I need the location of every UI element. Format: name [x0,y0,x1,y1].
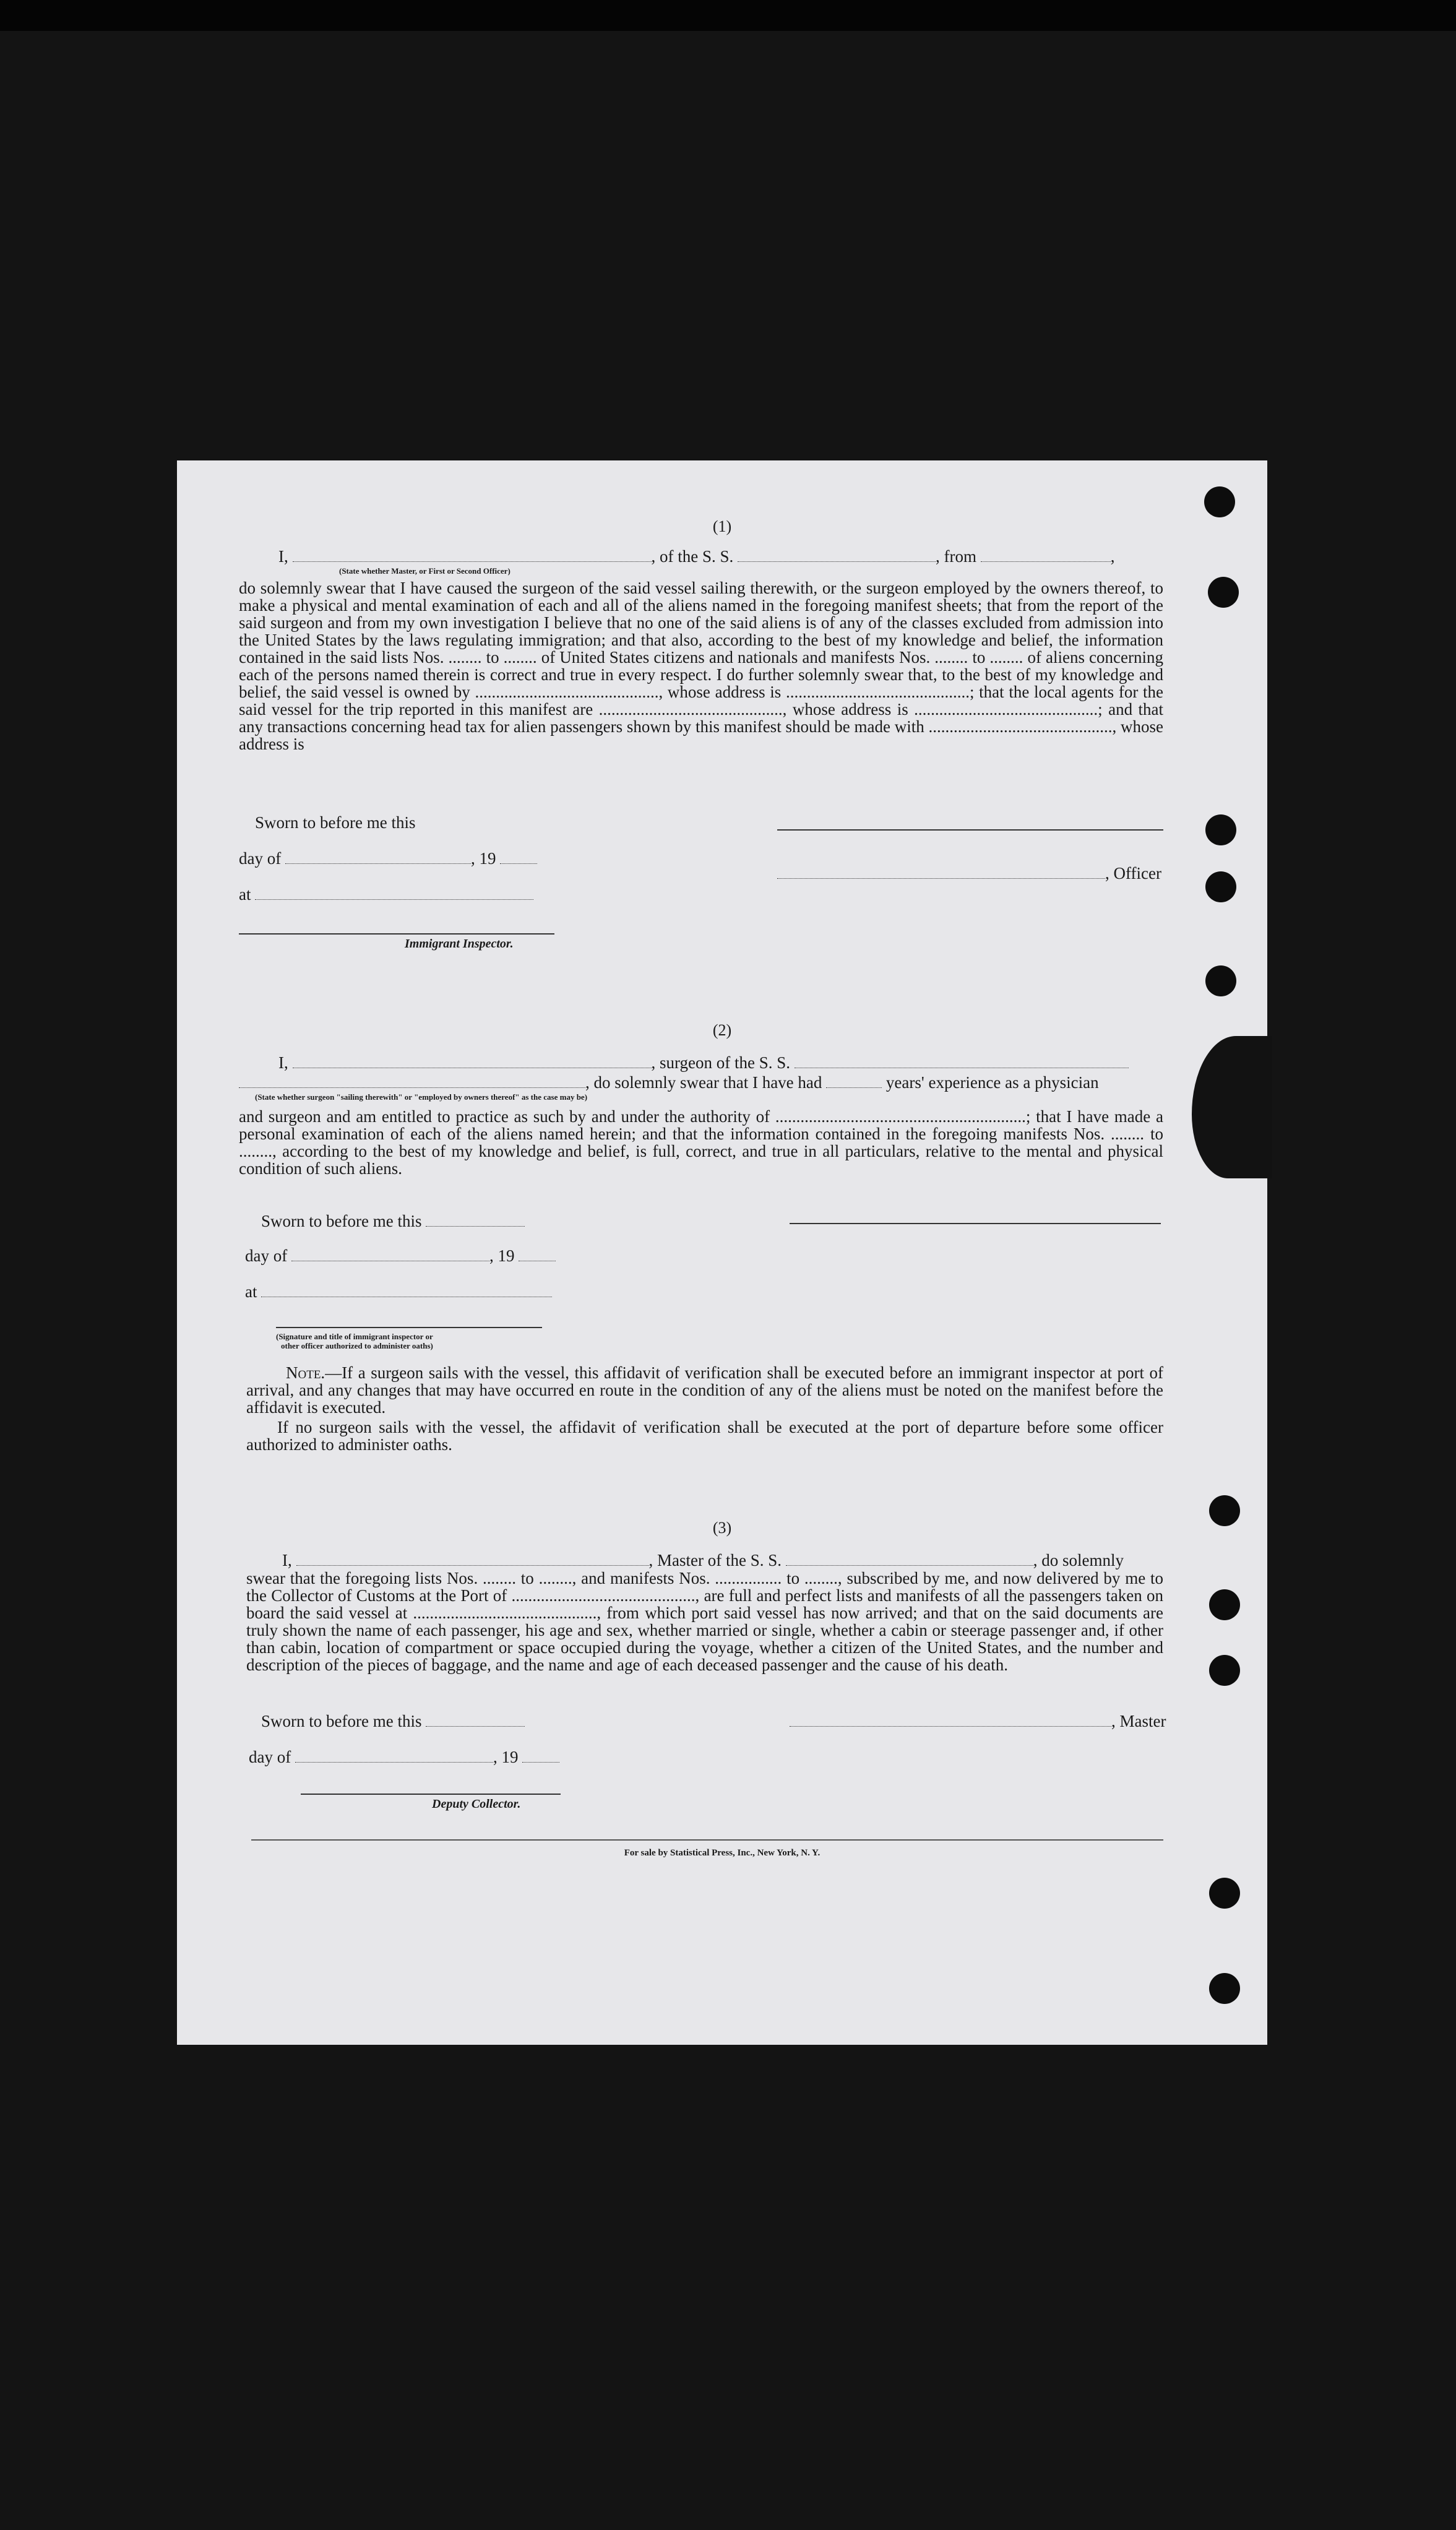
binder-hole [1209,1878,1240,1909]
section-3-oath-text: swear that the foregoing lists Nos. ........ to ........, and manifests Nos. ................ to ........, subscribed by me, and now delivered by me to the Collector of Customs at the Port of ............................................, are full and perfect lists and manifests of all the passengers taken on board the said vessel at ............................................, from which port said vessel has now arrived; and that on the said documents are truly shown the name of each passenger, his age and sex, whether married or single, whether a cabin or steerage passenger and, if other than cabin, location of compartment or space occupied during the voyage, whether a citizen of the United States, and the number and description of the pieces of baggage, and the name and age of each deceased passenger and the cause of his death. [246,1569,1163,1674]
section-1-line-1: I, , of the S. S. , from , [278,547,1115,566]
inspector-signature-line [239,933,554,935]
sworn-date-field [426,1714,525,1727]
section-2-number: (2) [712,1021,732,1039]
ship-name-field-3 [786,1553,1033,1566]
surgeon-status-field [239,1075,585,1088]
label-sworn: Sworn to before me this [261,1712,422,1730]
label-do-solemnly: , do solemnly [1033,1551,1124,1569]
master-name-field [293,549,652,562]
torn-edge [1192,1036,1272,1178]
label-officer: , Officer [1105,864,1161,883]
label-surgeon-of-ss: , surgeon of the S. S. [651,1053,791,1072]
label-master: , Master [1111,1712,1166,1730]
year-field [519,1248,556,1261]
officer-caption-line-2: other officer authorized to administer oaths) [281,1341,433,1350]
label-year: , 19 [493,1748,519,1766]
master-title-hint: (State whether Master, or First or Second Officer) [339,566,510,576]
binder-hole [1209,1973,1240,2004]
label-at: at [245,1282,257,1301]
master-signature-field [790,1714,1111,1727]
officer-signature-field [777,866,1105,879]
day-of-line-2 [245,1246,556,1265]
note-paragraph-2: If no surgeon sails with the vessel, the affidavit of verification shall be executed at the port of departure before some officer authorized to administer oaths. [246,1418,1163,1454]
day-of-line-1 [239,849,537,868]
section-1-number: (1) [712,517,732,535]
label-of-ss: , of the S. S. [651,547,734,566]
label-day-of: day of [245,1246,288,1265]
authorized-officer-signature-line [276,1327,542,1328]
officer-caption-line-1: (Signature and title of immigrant inspector or [276,1332,433,1341]
surgeon-status-hint: (State whether surgeon "sailing therewith" or "employed by owners thereof" as the case may be) [255,1092,588,1102]
section-2-oath-text: and surgeon and am entitled to practice as such by and under the authority of ............................................................; that I have made a personal examination of each of the aliens named herein; and that the information contained in the foregoing manifests Nos. ........ to ........, according to the best of my knowledge and belief, is full, correct, and true in all particulars, relative to the mental and physical condition of such aliens. [239,1107,1163,1178]
section-3-line-1 [282,1551,1124,1569]
day-field [285,851,471,864]
day-of-line-3 [249,1748,559,1766]
binder-hole [1208,577,1239,608]
at-line-1 [239,885,533,904]
note-paragraph-1 [246,1364,1163,1416]
note-text-1: —If a surgeon sails with the vessel, this affidavit of verification shall be executed before an immigrant inspector at port of arrival, and any changes that may have occurred en route in the condition of any of the aliens must be noted on the manifest before the affidavit is executed. [246,1363,1163,1417]
binder-hole [1209,1655,1240,1686]
binder-hole [1205,871,1236,902]
printer-footer: For sale by Statistical Press, Inc., New York, N. Y. [624,1848,821,1858]
binder-hole [1204,486,1235,517]
binder-hole [1205,814,1236,845]
section-3-number: (3) [712,1519,732,1537]
label-year: , 19 [470,849,496,868]
label-day-of: day of [249,1748,291,1766]
day-field [295,1750,493,1763]
surgeon-signature-line [790,1223,1161,1224]
deputy-collector-caption: Deputy Collector. [432,1797,521,1811]
label-at: at [239,885,251,904]
section-2-line-2 [239,1073,1099,1092]
years-field [826,1075,882,1088]
label-i: I, [278,1053,288,1072]
immigrant-inspector-caption: Immigrant Inspector. [405,937,514,951]
officer-signature-line-1 [777,829,1163,831]
manifest-page [177,460,1267,2045]
binder-hole [1209,1589,1240,1620]
note-label: Note. [286,1363,325,1382]
day-field [291,1248,489,1261]
label-i: I, [278,547,288,566]
place-field [255,887,533,900]
footer-rule [251,1839,1163,1841]
year-field [500,851,537,864]
year-field [522,1750,559,1763]
label-sworn: Sworn to before me this [261,1212,422,1230]
label-master-of-ss: , Master of the S. S. [648,1551,782,1569]
sworn-label-2 [261,1212,525,1230]
section-2-line-1 [278,1053,1129,1072]
departure-port-field [981,549,1111,562]
label-day-of: day of [239,849,282,868]
sworn-label-3 [261,1712,525,1730]
section-1-oath-text: do solemnly swear that I have caused the surgeon of the said vessel sailing therewith, or the surgeon employed by the owners thereof, to make a physical and mental examination of each and all of the aliens named in the foregoing manifest sheets; that from the report of the said surgeon and from my own investigation I believe that no one of the said aliens is of any of the classes excluded from admission into the United States by the laws regulating immigration; and that also, according to the best of my knowledge and belief, the information contained in the said lists Nos. ........ to ........ of United States citizens and nationals and manifests Nos. ........ to ........ of aliens concerning each of the persons named therein is correct and true in every respect. I do further solemnly swear that, to the best of my knowledge and belief, the said vessel is owned by ............................................, whose address is ............................................; that the local agents for the said vessel for the trip reported in this manifest are ............................................, whose address is ............................................; and that any transactions concerning head tax for alien passengers shown by this manifest should be made with ............................................, whose address is [239,579,1163,753]
sworn-label-1: Sworn to before me this [255,813,416,832]
officer-line [777,864,1161,883]
label-years-experience: years' experience as a physician [885,1073,1099,1092]
ship-name-field [738,549,936,562]
ship-name-field-2 [795,1055,1129,1068]
deputy-collector-signature-line [301,1794,561,1795]
scan-top-border [0,0,1456,31]
master-name-field-3 [296,1553,649,1566]
sworn-date-field [426,1214,525,1227]
surgeon-name-field [293,1055,652,1068]
at-line-2 [245,1282,552,1301]
place-field [261,1284,552,1297]
label-i: I, [282,1551,292,1569]
label-solemnly-swear: , do solemnly swear that I have had [585,1073,822,1092]
label-year: , 19 [489,1246,515,1265]
binder-hole [1205,965,1236,996]
label-from: , from [936,547,976,566]
master-line [790,1712,1166,1730]
